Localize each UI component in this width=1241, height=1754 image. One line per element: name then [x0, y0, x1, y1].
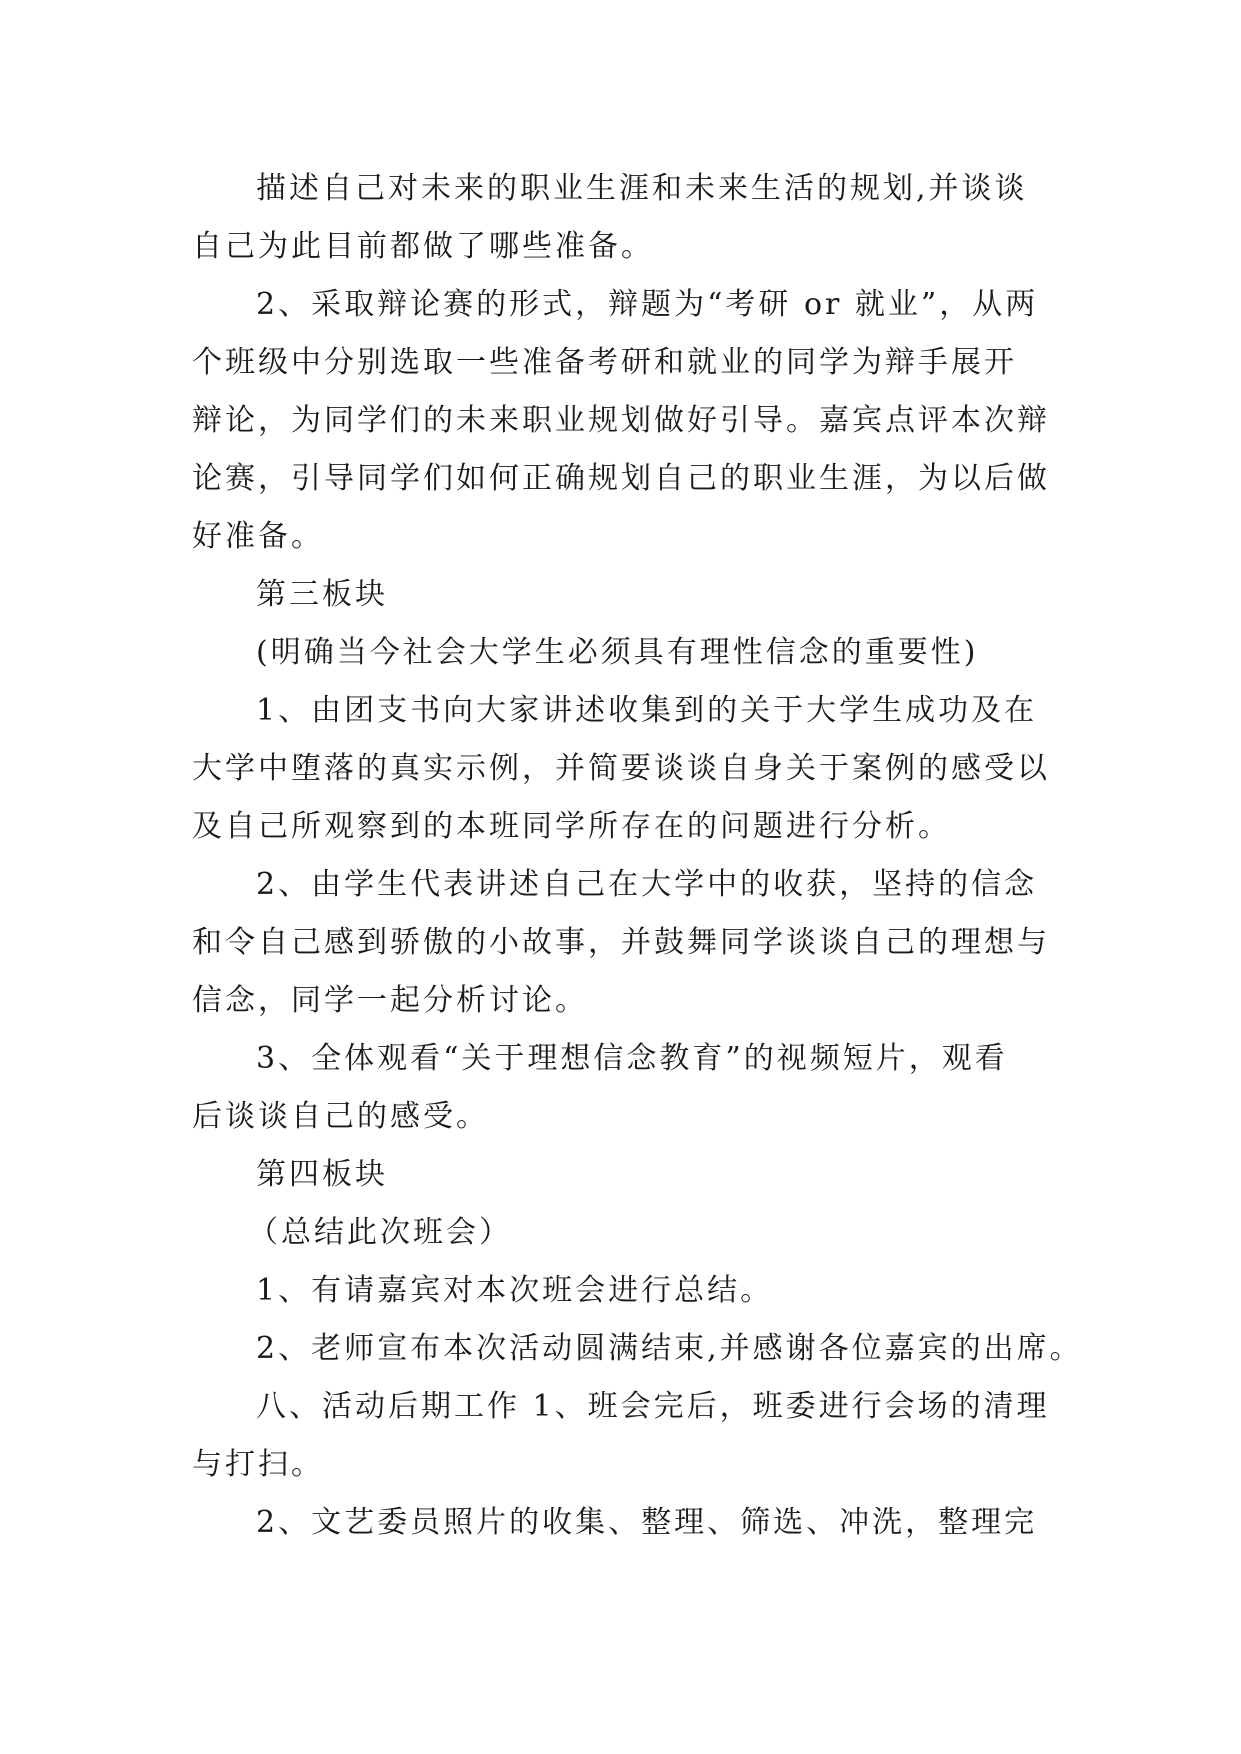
paragraph-line: 与打扫。: [192, 1447, 324, 1482]
paragraph-line: 好准备。: [192, 519, 324, 554]
paragraph-line: 个班级中分别选取一些准备考研和就业的同学为辩手展开: [192, 345, 1017, 380]
paragraph-line: 2、文艺委员照片的收集、整理、筛选、冲洗，整理完: [256, 1505, 1038, 1540]
paragraph-line: 自己为此目前都做了哪些准备。: [192, 229, 654, 264]
paragraph-line: 辩论，为同学们的未来职业规划做好引导。嘉宾点评本次辩: [192, 403, 1050, 438]
paragraph-line: 八、活动后期工作 1、班会完后，班委进行会场的清理: [256, 1389, 1050, 1424]
section-heading: 第三板块: [256, 577, 388, 612]
paragraph-line: 2、老师宣布本次活动圆满结束,并感谢各位嘉宾的出席。: [256, 1331, 1083, 1366]
paragraph-line: 大学中堕落的真实示例，并简要谈谈自身关于案例的感受以: [192, 751, 1050, 786]
paragraph-line: 2、由学生代表讲述自己在大学中的收获，坚持的信念: [256, 867, 1038, 902]
paragraph-line: 及自己所观察到的本班同学所存在的问题进行分析。: [192, 809, 951, 844]
section-subtitle: （总结此次班会）: [248, 1215, 512, 1250]
paragraph-line: 描述自己对未来的职业生涯和未来生活的规划,并谈谈: [256, 171, 1028, 206]
paragraph-line: 论赛，引导同学们如何正确规划自己的职业生涯，为以后做: [192, 461, 1050, 496]
section-subtitle: (明确当今社会大学生必须具有理性信念的重要性): [256, 635, 979, 670]
paragraph-line: 和令自己感到骄傲的小故事，并鼓舞同学谈谈自己的理想与: [192, 925, 1050, 960]
paragraph-line: 2、采取辩论赛的形式，辩题为“考研 or 就业”，从两: [256, 287, 1039, 322]
paragraph-line: 3、全体观看“关于理想信念教育”的视频短片，观看: [256, 1041, 1008, 1076]
section-heading: 第四板块: [256, 1157, 388, 1192]
paragraph-line: 后谈谈自己的感受。: [192, 1099, 489, 1134]
paragraph-line: 1、有请嘉宾对本次班会进行总结。: [256, 1273, 774, 1308]
paragraph-line: 信念，同学一起分析讨论。: [192, 983, 588, 1018]
paragraph-line: 1、由团支书向大家讲述收集到的关于大学生成功及在: [256, 693, 1038, 728]
document-body: [192, 160, 1083, 1552]
